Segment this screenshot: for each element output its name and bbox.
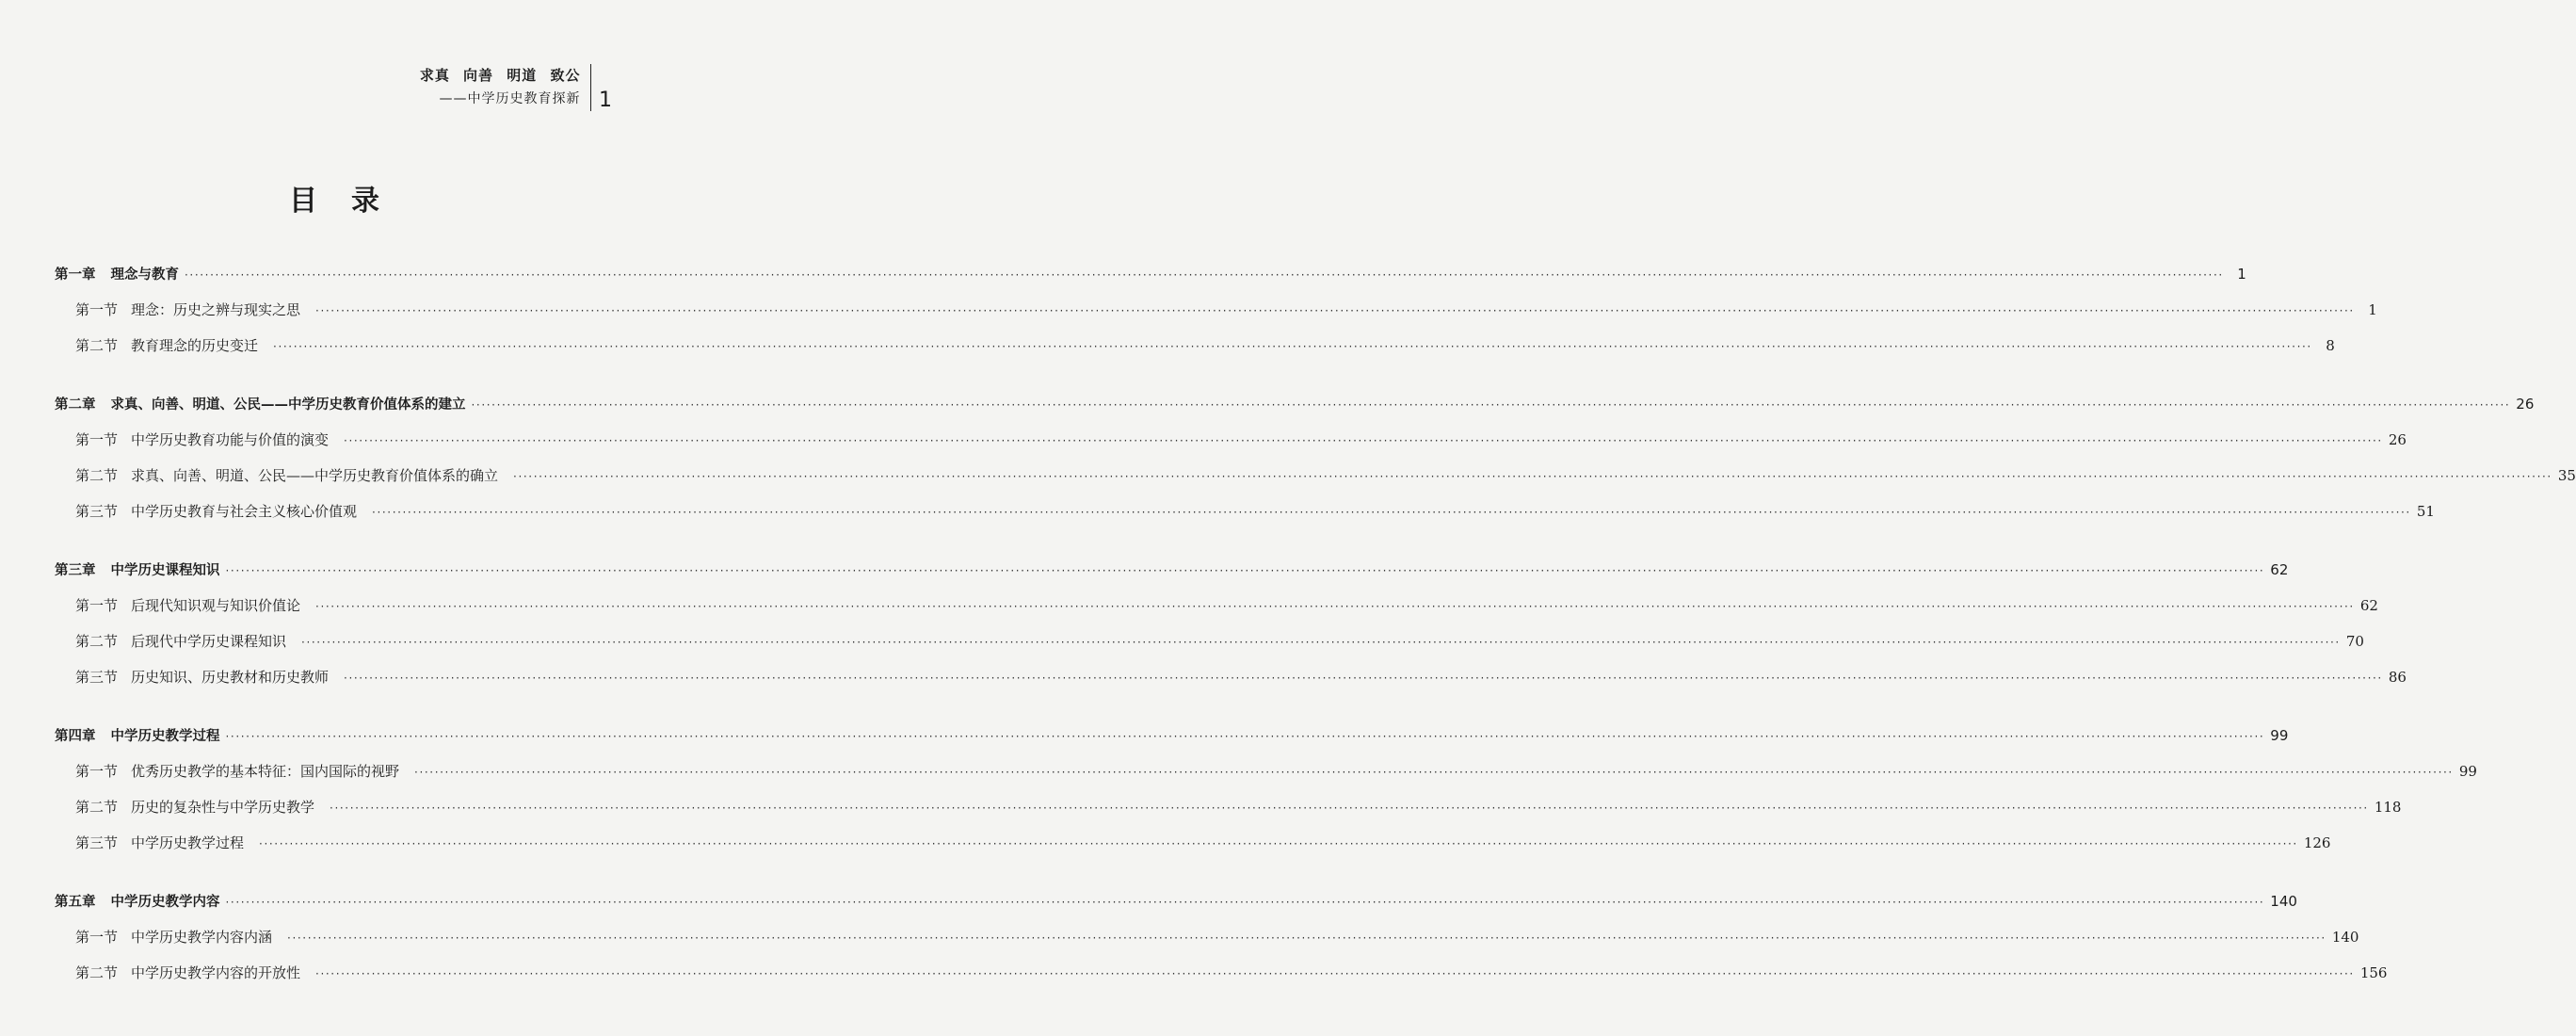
running-header <box>420 64 612 111</box>
section-title: 中学历史教学内容的开放性 <box>131 964 301 981</box>
toc-chapter-entry[interactable] <box>55 552 2289 588</box>
chapter-group <box>55 883 2388 991</box>
toc-chapter-entry[interactable] <box>55 883 2297 919</box>
section-page: 62 <box>2359 597 2378 614</box>
leader-dots: ················································································································································································································································································································································································································ <box>225 730 2265 743</box>
toc-section-entry[interactable] <box>55 328 2335 364</box>
leader-dots: ················································································································································································································································································································································································································ <box>225 564 2265 577</box>
toc-section-entry[interactable] <box>55 789 2402 825</box>
chapter-number: 第三章 <box>55 563 96 578</box>
section-number: 第二节 <box>75 633 119 650</box>
section-page: 99 <box>2458 763 2477 780</box>
section-number: 第二节 <box>75 799 119 816</box>
toc-section-entry[interactable] <box>55 422 2407 458</box>
section-number: 第二节 <box>75 337 119 354</box>
section-number: 第一节 <box>75 301 119 318</box>
leader-dots: ················································································································································································································································································································································································································ <box>287 931 2326 945</box>
toc-section-entry[interactable] <box>55 919 2359 955</box>
toc-chapter-entry[interactable] <box>55 256 2246 292</box>
section-number: 第一节 <box>75 597 119 614</box>
toc-chapter-entry[interactable] <box>55 386 2535 422</box>
toc-section-entry[interactable] <box>55 458 2576 494</box>
section-title: 中学历史教育功能与价值的演变 <box>131 431 330 448</box>
toc-section-entry[interactable] <box>55 659 2407 695</box>
chapter-page: 140 <box>2270 893 2297 910</box>
section-title: 求真、向善、明道、公民——中学历史教育价值体系的确立 <box>131 467 499 484</box>
chapter-title: 求真、向善、明道、公民——中学历史教育价值体系的建立 <box>110 397 466 413</box>
book-motto: 求真 向善 明道 致公 <box>419 67 581 84</box>
leader-dots: ················································································································································································································································································································································································································ <box>315 304 2355 317</box>
section-page: 140 <box>2331 929 2359 946</box>
chapter-number: 第二章 <box>55 397 96 413</box>
toc-section-entry[interactable] <box>55 825 2331 861</box>
toc-section-entry[interactable] <box>55 494 2435 529</box>
section-title: 历史知识、历史教材和历史教师 <box>131 669 330 686</box>
section-page: 35 <box>2557 467 2576 484</box>
section-title: 历史的复杂性与中学历史教学 <box>131 799 315 816</box>
leader-dots: ················································································································································································································································································································································································································ <box>259 837 2298 850</box>
chapter-title: 理念与教育 <box>110 267 179 283</box>
section-title: 中学历史教学过程 <box>131 834 245 851</box>
page-number: 1 <box>599 89 612 112</box>
chapter-page: 26 <box>2516 396 2535 413</box>
section-title: 后现代中学历史课程知识 <box>131 633 287 650</box>
leader-dots: ················································································································································································································································································································································································································ <box>330 801 2369 815</box>
leader-dots: ················································································································································································································································································································································································································ <box>301 636 2341 649</box>
section-number: 第三节 <box>75 669 119 686</box>
header-text <box>420 64 581 111</box>
toc-title: 目录 <box>289 185 413 218</box>
book-subtitle: ——中学历史教育探新 <box>439 91 581 106</box>
chapter-group <box>55 718 2477 861</box>
leader-dots: ················································································································································································································································································································································································································ <box>185 268 2224 282</box>
section-title: 教育理念的历史变迁 <box>131 337 259 354</box>
chapter-title: 中学历史教学内容 <box>110 895 220 910</box>
section-number: 第二节 <box>75 467 119 484</box>
chapter-title: 中学历史教学过程 <box>110 729 220 744</box>
chapter-number: 第四章 <box>55 729 96 744</box>
section-page: 26 <box>2388 431 2407 448</box>
section-number: 第三节 <box>75 503 119 520</box>
section-page: 1 <box>2368 301 2377 318</box>
chapter-group <box>55 386 2576 529</box>
table-of-contents <box>55 256 2576 1013</box>
toc-section-entry[interactable] <box>55 292 2377 328</box>
section-title: 后现代知识观与知识价值论 <box>131 597 301 614</box>
toc-section-entry[interactable] <box>55 623 2364 659</box>
chapter-page: 99 <box>2270 727 2289 744</box>
chapter-page: 62 <box>2270 561 2289 578</box>
section-title: 中学历史教育与社会主义核心价值观 <box>131 503 358 520</box>
section-page: 86 <box>2388 669 2407 686</box>
leader-dots: ················································································································································································································································································································································································································ <box>344 434 2383 447</box>
leader-dots: ················································································································································································································································································································································································································ <box>273 340 2312 353</box>
section-title: 中学历史教学内容内涵 <box>131 929 273 946</box>
section-page: 126 <box>2303 834 2331 851</box>
leader-dots: ················································································································································································································································································································································································································ <box>372 506 2411 519</box>
section-number: 第一节 <box>75 929 119 946</box>
leader-dots: ················································································································································································································································································································································································································ <box>344 672 2383 685</box>
chapter-number: 第一章 <box>55 267 96 283</box>
chapter-number: 第五章 <box>55 895 96 910</box>
section-page: 8 <box>2326 337 2335 354</box>
header-divider <box>590 64 592 111</box>
section-page: 118 <box>2374 799 2402 816</box>
toc-section-entry[interactable] <box>55 955 2388 991</box>
leader-dots: ················································································································································································································································································································································································································ <box>225 896 2265 909</box>
leader-dots: ················································································································································································································································································································································································································ <box>513 470 2552 483</box>
leader-dots: ················································································································································································································································································································································································································ <box>315 600 2355 613</box>
section-number: 第一节 <box>75 763 119 780</box>
leader-dots: ················································································································································································································································································································································································································ <box>414 766 2454 779</box>
section-page: 70 <box>2345 633 2364 650</box>
chapter-group <box>55 552 2407 695</box>
toc-chapter-entry[interactable] <box>55 718 2289 753</box>
leader-dots: ················································································································································································································································································································································································································ <box>315 967 2355 980</box>
toc-section-entry[interactable] <box>55 753 2477 789</box>
section-number: 第三节 <box>75 834 119 851</box>
chapter-page: 1 <box>2237 266 2246 283</box>
leader-dots: ················································································································································································································································································································································································································ <box>471 398 2511 412</box>
section-number: 第二节 <box>75 964 119 981</box>
section-title: 理念：历史之辨与现实之思 <box>131 301 301 318</box>
chapter-group <box>55 256 2377 364</box>
section-number: 第一节 <box>75 431 119 448</box>
toc-section-entry[interactable] <box>55 588 2378 623</box>
chapter-title: 中学历史课程知识 <box>110 563 220 578</box>
section-title: 优秀历史教学的基本特征：国内国际的视野 <box>131 763 400 780</box>
section-page: 51 <box>2416 503 2435 520</box>
section-page: 156 <box>2359 964 2388 981</box>
